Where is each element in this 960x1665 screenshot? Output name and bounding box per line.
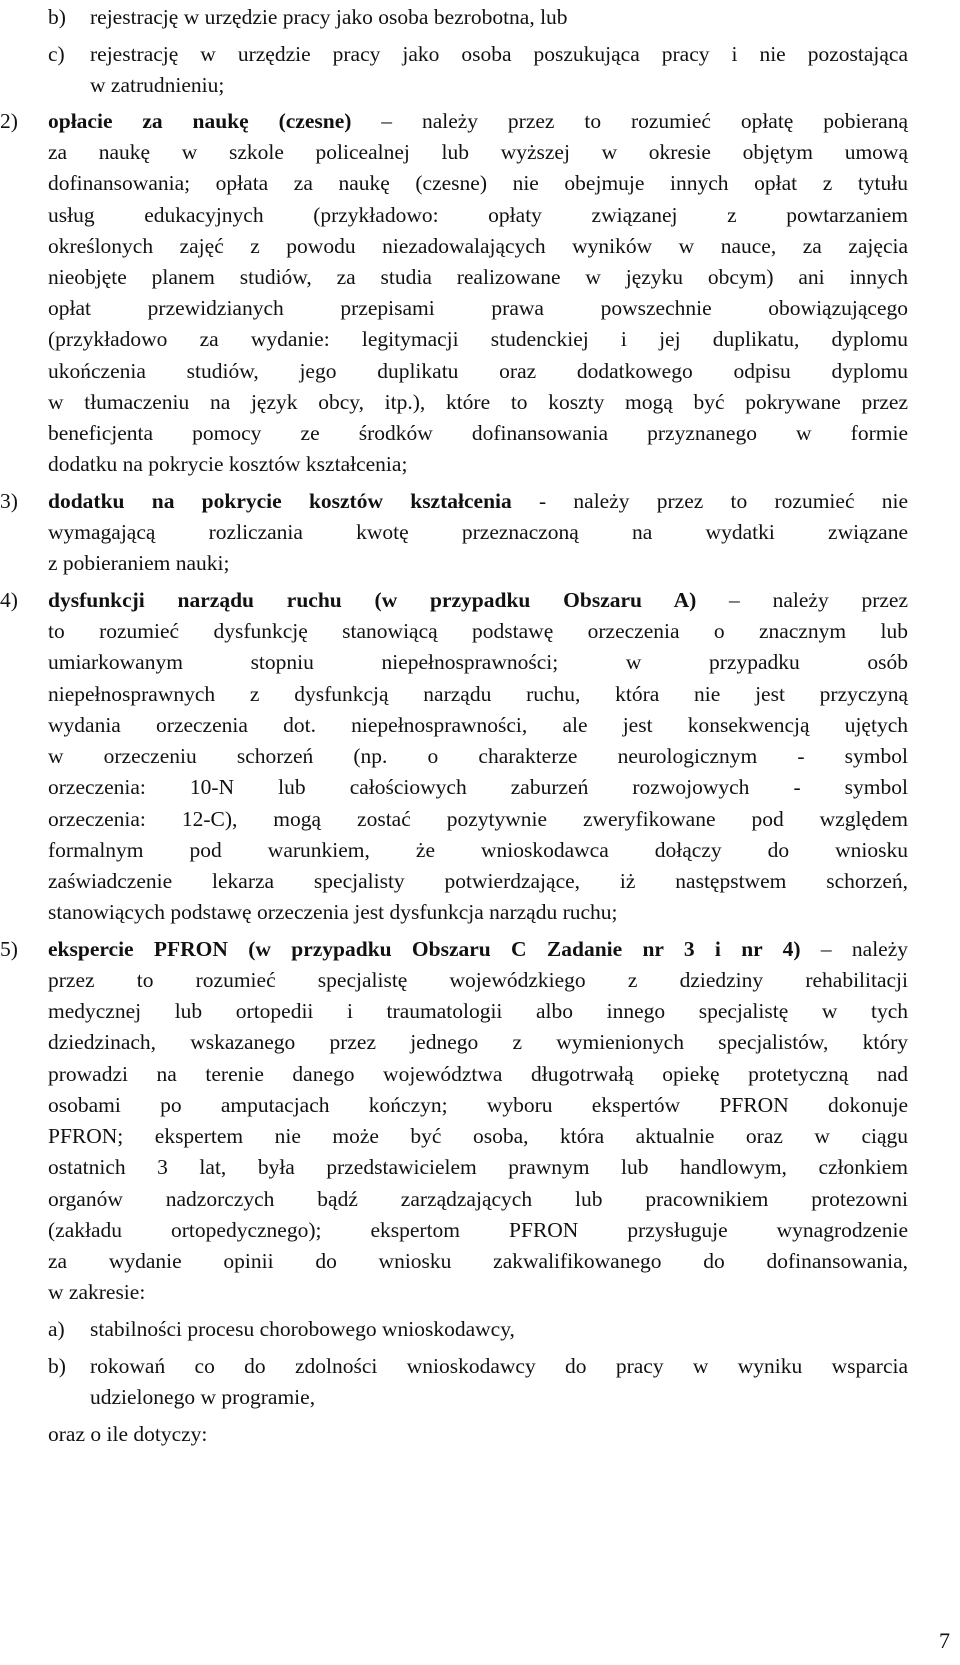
definition-line: ekspercie PFRON (w przypadku Obszaru C Zadanie nr 3 i nr 4) – należy [48,937,909,961]
scope-note: (w przypadku Obszaru A) [374,588,697,612]
text-line: prowadzi na terenie danego województwa długotrwałą opiekę protetyczną nad [48,1062,908,1086]
defined-term: opłacie za naukę (czesne) [48,109,352,133]
text-line: to rozumieć dysfunkcję stanowiącą podstawę orzeczenia o znacznym lub [48,619,908,643]
text-line: zaświadczenie lekarza specjalisty potwierdzające, iż następstwem schorzeń, [48,869,908,893]
text-line: orzeczenia: 12-C), mogą zostać pozytywnie zweryfikowane pod względem [48,807,908,831]
text-line: dziedzinach, wskazanego przez jednego z wymienionych specjalistów, który [48,1030,908,1054]
text-line: dofinansowania; opłata za naukę (czesne) nie obejmuje innych opłat z tytułu [48,171,908,195]
text-line: (przykładowo za wydanie: legitymacji studenckiej i jej duplikatu, dyplomu [48,327,908,351]
text-line: w orzeczeniu schorzeń (np. o charakterze neurologicznym - symbol [48,744,908,768]
text-line: wydania orzeczenia dot. niepełnosprawności, ale jest konsekwencją ujętych [48,713,908,737]
text-line: w zakresie: [48,1280,146,1304]
text-line: oraz o ile dotyczy: [48,1422,208,1446]
list-number: 4) [0,588,18,612]
text-line: beneficjenta pomocy ze środków dofinansowania przyznanego w formie [48,421,908,445]
text-line: PFRON; ekspertem nie może być osoba, która aktualnie oraz w ciągu [48,1124,908,1148]
list-number: 3) [0,489,18,513]
text-line: dodatku na pokrycie kosztów kształcenia; [48,452,408,476]
text-line: stanowiących podstawę orzeczenia jest dysfunkcja narządu ruchu; [48,900,618,924]
scope-note: (w przypadku Obszaru C Zadanie nr 3 i nr 4) [248,937,801,961]
text-line: stabilności procesu chorobowego wnioskodawcy, [90,1317,515,1341]
text-line: za wydanie opinii do wniosku zakwalifikowanego do dofinansowania, [48,1249,908,1273]
text-line: rokowań co do zdolności wnioskodawcy do pracy w wyniku wsparcia [90,1354,908,1378]
list-label: c) [48,42,65,66]
text-line: ostatnich 3 lat, była przedstawicielem prawnym lub handlowym, członkiem [48,1155,908,1179]
text-line: formalnym pod warunkiem, że wnioskodawca dołączy do wniosku [48,838,908,862]
text-line: medycznej lub ortopedii i traumatologii albo innego specjalistę w tych [48,999,908,1023]
text-line: ukończenia studiów, jego duplikatu oraz dodatkowego odpisu dyplomu [48,359,908,383]
text-line: za naukę w szkole policealnej lub wyższej w okresie objętym umową [48,140,908,164]
text-line: umiarkowanym stopniu niepełnosprawności; w przypadku osób [48,650,908,674]
list-label: a) [48,1317,65,1341]
defined-term: ekspercie PFRON [48,937,228,961]
definition-line: opłacie za naukę (czesne) – należy przez to rozumieć opłatę pobieraną [48,109,908,133]
text-line: (zakładu ortopedycznego); ekspertom PFRON przysługuje wynagrodzenie [48,1218,908,1242]
text-line: opłat przewidzianych przepisami prawa powszechnie obowiązującego [48,296,908,320]
defined-term: dodatku na pokrycie kosztów kształcenia [48,489,512,513]
defined-term: dysfunkcji narządu ruchu [48,588,342,612]
text-line: z pobieraniem nauki; [48,551,230,575]
text-line: rejestrację w urzędzie pracy jako osoba bezrobotna, lub [90,5,568,29]
text-line: niepełnosprawnych z dysfunkcją narządu ruchu, która nie jest przyczyną [48,682,908,706]
text-line: w zatrudnieniu; [90,73,225,97]
text-line: orzeczenia: 10-N lub całościowych zaburzeń rozwojowych - symbol [48,775,908,799]
text-line: w tłumaczeniu na język obcy, itp.), które to koszty mogą być pokrywane przez [48,390,908,414]
list-number: 2) [0,109,18,133]
text-line: nieobjęte planem studiów, za studia realizowane w języku obcym) ani innych [48,265,908,289]
definition-line: dodatku na pokrycie kosztów kształcenia - należy przez to rozumieć nie [48,489,908,513]
list-label: b) [48,1354,66,1378]
list-number: 5) [0,937,18,961]
text-line: udzielonego w programie, [90,1385,316,1409]
list-label: b) [48,5,66,29]
text-line: osobami po amputacjach kończyn; wyboru ekspertów PFRON dokonuje [48,1093,908,1117]
page-number: 7 [939,1628,950,1653]
text-line: przez to rozumieć specjalistę wojewódzkiego z dziedziny rehabilitacji [48,968,908,992]
text-line: określonych zajęć z powodu niezadowalających wyników w nauce, za zajęcia [48,234,908,258]
text-line: rejestrację w urzędzie pracy jako osoba poszukująca pracy i nie pozostająca [90,42,908,66]
definition-line: dysfunkcji narządu ruchu (w przypadku Obszaru A) – należy przez [48,588,909,612]
text-line: wymagającą rozliczania kwotę przeznaczoną na wydatki związane [48,520,908,544]
text-line: usług edukacyjnych (przykładowo: opłaty związanej z powtarzaniem [48,203,908,227]
text-line: organów nadzorczych bądź zarządzających lub pracownikiem protezowni [48,1187,908,1211]
